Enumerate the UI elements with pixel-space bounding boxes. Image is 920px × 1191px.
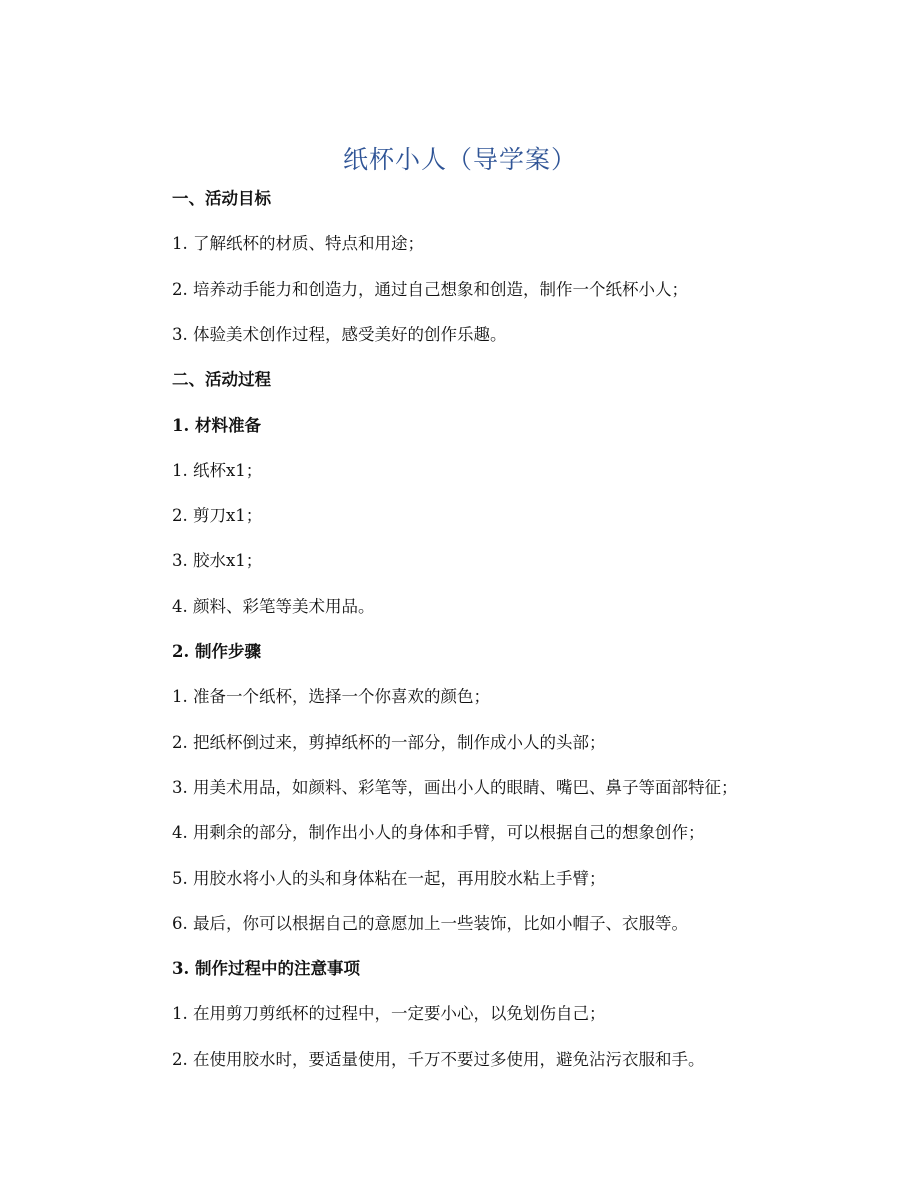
section-heading: 3. 制作过程中的注意事项 <box>172 959 360 978</box>
list-item: 1. 了解纸杯的材质、特点和用途； <box>172 234 424 253</box>
page-title: 纸杯小人（导学案） <box>342 145 577 174</box>
list-item: 5. 用胶水将小人的头和身体粘在一起，再用胶水粘上手臂； <box>172 869 606 888</box>
section-heading: 二、活动过程 <box>172 370 271 389</box>
list-item: 2. 把纸杯倒过来，剪掉纸杯的一部分，制作成小人的头部； <box>172 733 606 752</box>
list-item: 4. 用剩余的部分，制作出小人的身体和手臂，可以根据自己的想象创作； <box>172 823 705 842</box>
list-item: 2. 培养动手能力和创造力，通过自己想象和创造，制作一个纸杯小人； <box>172 280 688 299</box>
list-item: 3. 体验美术创作过程，感受美好的创作乐趣。 <box>172 325 507 344</box>
section-heading: 1. 材料准备 <box>172 416 261 435</box>
section-heading: 一、活动目标 <box>172 189 271 208</box>
list-item: 1. 准备一个纸杯，选择一个你喜欢的颜色； <box>172 687 490 706</box>
list-item: 2. 剪刀x1； <box>172 506 263 525</box>
list-item: 3. 胶水x1； <box>172 551 263 570</box>
list-item: 6. 最后，你可以根据自己的意愿加上一些装饰，比如小帽子、衣服等。 <box>172 914 688 933</box>
list-item: 3. 用美术用品，如颜料、彩笔等，画出小人的眼睛、嘴巴、鼻子等面部特征； <box>172 778 738 797</box>
list-item: 1. 在用剪刀剪纸杯的过程中，一定要小心，以免划伤自己； <box>172 1004 606 1023</box>
section-heading: 2. 制作步骤 <box>172 642 261 661</box>
list-item: 4. 颜料、彩笔等美术用品。 <box>172 597 375 616</box>
list-item: 1. 纸杯x1； <box>172 461 263 480</box>
list-item: 2. 在使用胶水时，要适量使用，千万不要过多使用，避免沾污衣服和手。 <box>172 1050 705 1069</box>
